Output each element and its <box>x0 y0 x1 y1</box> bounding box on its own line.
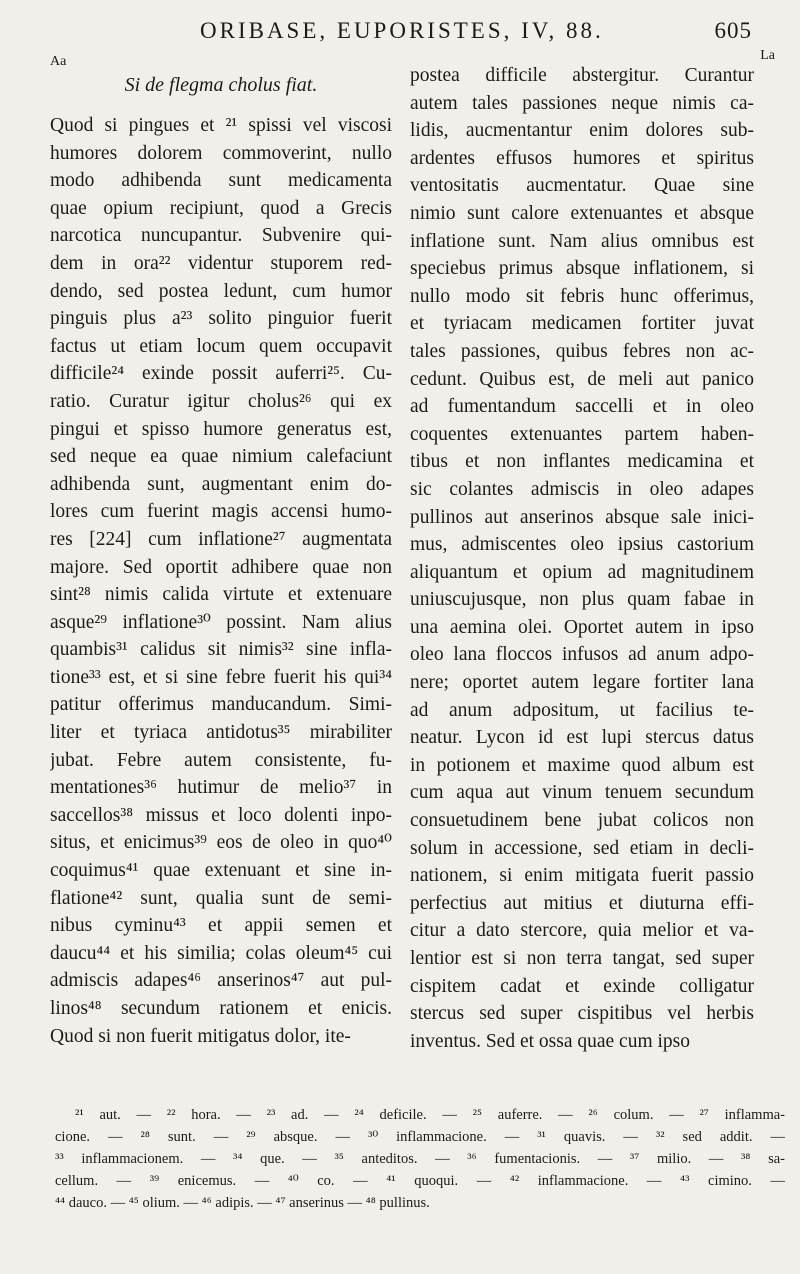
text-line: sic colantes admiscis in oleo adapes <box>410 478 754 500</box>
left-column-text <box>50 112 392 1050</box>
text-line: pingui et spisso humore generatus est, <box>50 418 392 440</box>
left-column <box>50 62 392 1050</box>
text-line: saccellos³⁸ missus et loco dolenti inpo- <box>50 804 392 826</box>
running-title: ORIBASE, EUPORISTES, IV, 88. <box>200 18 604 43</box>
right-column-text <box>410 62 754 1055</box>
text-line: cispitem cadat et exinde colligatur <box>410 975 754 997</box>
text-line: aliquantum et opium ad magnitudinem <box>410 561 754 583</box>
text-line: narcotica nuncupantur. Subvenire qui- <box>50 225 392 247</box>
text-line: inventus. Sed et ossa quae cum ipso <box>410 1030 690 1052</box>
left-column-marker: Aa <box>50 54 67 69</box>
text-line: coquimus⁴¹ quae extenuant et sine in- <box>50 860 392 882</box>
text-line: speciebus primus absque inflationem, si <box>410 258 754 280</box>
text-line: admiscis adapes⁴⁶ anserinos⁴⁷ aut pul- <box>50 970 392 992</box>
text-line: mentationes³⁶ hutimur de melio³⁷ in <box>50 777 392 799</box>
text-line: citur a dato stercore, quia melior et va- <box>410 920 754 942</box>
text-line: linos⁴⁸ secundum rationem et enicis. <box>50 998 392 1019</box>
text-line: modo adhibenda sunt medicamenta <box>50 170 392 192</box>
text-line: humores dolorem commoverint, nullo <box>50 142 392 164</box>
text-line: pinguis plus a²³ solito pinguior fuerit <box>50 308 392 330</box>
section-heading: Si de flegma cholus fiat. <box>124 74 318 96</box>
text-line: stercus sed super cispitibus vel herbis <box>410 1003 754 1025</box>
text-line: patitur offerimus manducandum. Simi- <box>50 694 392 716</box>
text-line: ventositatis aucmentatur. Quae sine <box>410 175 754 197</box>
text-line: ratio. Curatur igitur cholus²⁶ qui ex <box>50 390 392 412</box>
text-line: una aemina olei. Oportet autem in ipso <box>410 616 754 638</box>
text-line: sint²⁸ nimis calida virtute et extenuare <box>50 584 392 606</box>
text-line: mus, admiscentes oleo ipsius castorium <box>410 534 754 556</box>
text-line: ad anum adpositum, ut facilius te- <box>410 699 754 721</box>
footnotes <box>55 1104 785 1214</box>
text-line: ad fumentandum saccelli et in oleo <box>410 396 754 418</box>
text-line: tione³³ est, et si sine febre fuerit his qui³⁴ <box>50 666 392 688</box>
text-line: adhibenda sunt, augmentant enim do- <box>50 473 392 495</box>
text-line: consuetudinem bene jubat colicos non <box>410 810 754 832</box>
text-line: autem tales passiones neque nimis ca- <box>410 92 754 114</box>
text-line: postea difficile abstergitur. Curantur <box>410 65 754 86</box>
text-line: cedunt. Quibus est, de meli aut panico <box>410 368 754 390</box>
text-line: factus ut etiam locum quem occupavit <box>50 335 392 357</box>
text-line: neatur. Lycon id est lupi stercus datus <box>410 727 754 749</box>
text-line: Quod si non fuerit mitigatus dolor, ite- <box>50 1025 351 1047</box>
text-line: solum in accessione, sed etiam in decli- <box>410 837 754 859</box>
text-line: nibus cyminu⁴³ et appii semen et <box>50 915 392 937</box>
text-line: difficile²⁴ exinde possit auferri²⁵. Cu- <box>50 363 392 385</box>
text-line: res [224] cum inflatione²⁷ augmentata <box>50 528 392 550</box>
text-line: liter et tyriaca antidotus³⁵ mirabiliter <box>50 722 392 744</box>
text-line: lentior est si non terra tangat, sed super <box>410 948 754 969</box>
text-line: perfectius aut mitius et diuturna effi- <box>410 892 754 914</box>
text-line: ardentes effusos humores et spiritus <box>410 147 754 169</box>
text-line: nullo modo sit febris hunc offerimus, <box>410 285 754 307</box>
text-line: in potionem et maxime quod album est <box>410 754 754 776</box>
text-line: lores cum fuerint magis accensi humo- <box>50 501 392 523</box>
text-line: tales passiones, quibus febres non ac- <box>410 340 754 362</box>
page-header <box>0 18 800 52</box>
text-line: quae opium recipiunt, quod a Grecis <box>50 197 392 219</box>
text-line: situs, et enicimus³⁹ eos de oleo in quo⁴⁰ <box>50 832 392 854</box>
page-number: 605 <box>714 18 752 43</box>
footnote-line: cione. — ²⁸ sunt. — ²⁹ absque. — ³⁰ inflammacione. — ³¹ quavis. — ³² sed addit. — <box>55 1129 785 1145</box>
text-line: Quod si pingues et ²¹ spissi vel viscosi <box>50 115 392 136</box>
right-column <box>410 62 754 1055</box>
footnote-line: ⁴⁴ dauco. — ⁴⁵ olium. — ⁴⁶ adipis. — ⁴⁷ anserinus — ⁴⁸ pullinus. <box>55 1195 430 1211</box>
footnote-lines <box>55 1104 785 1214</box>
text-line: sed neque ea quae nimium calefaciunt <box>50 446 392 468</box>
footnote-line: ³³ inflammacionem. — ³⁴ que. — ³⁵ anteditos. — ³⁶ fumentacionis. — ³⁷ milio. — ³⁸ sa- <box>55 1151 785 1167</box>
text-line: asque²⁹ inflatione³⁰ possint. Nam alius <box>50 611 392 633</box>
text-line: coquentes extenuantes partem haben- <box>410 423 754 445</box>
text-line: daucu⁴⁴ et his similia; colas oleum⁴⁵ cui <box>50 942 392 964</box>
text-line: quambis³¹ calidus sit nimis³² sine infla- <box>50 639 392 661</box>
text-line: dem in ora²² videntur stuporem red- <box>50 252 392 274</box>
text-line: oleo lana floccos infusos ad anum adpo- <box>410 644 754 666</box>
text-line: uniuscujusque, non plus quam fabae in <box>410 589 754 611</box>
text-line: flatione⁴² sunt, qualia sunt de semi- <box>50 887 392 909</box>
right-column-marker: La <box>760 48 775 63</box>
text-line: tibus et non inflantes medicamina et <box>410 451 754 473</box>
text-line: nimio sunt calore extenuantes et absque <box>410 202 754 224</box>
text-line: et tyriacam medicamen fortiter juvat <box>410 313 754 335</box>
text-line: majore. Sed oportit adhibere quae non <box>50 556 392 578</box>
footnote-line: cellum. — ³⁹ enicemus. — ⁴⁰ co. — ⁴¹ quoqui. — ⁴² inflammacione. — ⁴³ cimino. — <box>55 1173 785 1189</box>
text-line: dendo, sed postea ledunt, cum humor <box>50 280 392 302</box>
text-line: nere; oportet autem legare fortiter lana <box>410 672 754 694</box>
text-line: jubat. Febre autem consistente, fu- <box>50 749 392 771</box>
text-line: pullinos aut anserinos absque sale inici- <box>410 506 754 528</box>
footnote-line: ²¹ aut. — ²² hora. — ²³ ad. — ²⁴ deficile. — ²⁵ auferre. — ²⁶ colum. — ²⁷ inflamma- <box>75 1107 785 1123</box>
text-line: nationem, si enim mitigata fuerit passio <box>410 865 754 887</box>
text-line: cum aqua aut vinum tenuem secundum <box>410 782 754 804</box>
text-line: inflatione sunt. Nam alius omnibus est <box>410 230 754 252</box>
text-line: lidis, aucmentantur enim dolores sub- <box>410 120 754 142</box>
